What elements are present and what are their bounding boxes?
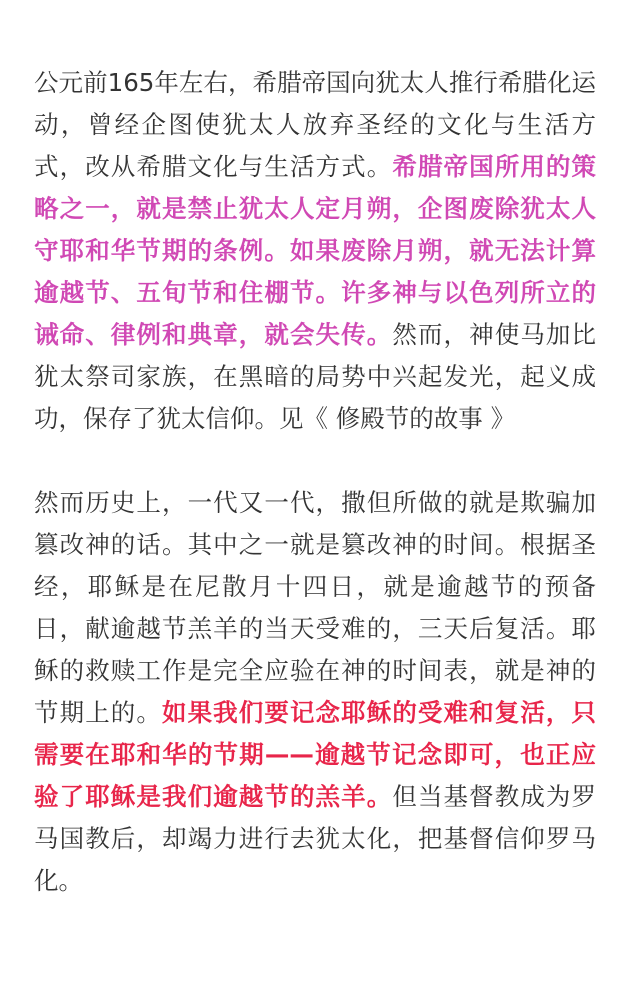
paragraph-text: 然而，神使马加比犹太祭司家族，在黑暗的局势中兴起发光，起义成功，保存了犹太信仰。见《 修殿节的故事 》: [34, 320, 597, 433]
paragraph-text: 公元前165年左右，希腊帝国向犹太人推行希腊化运动，曾经企图使犹太人放弃圣经的文化与生活方式，改从希腊文化与生活方式。: [34, 68, 596, 181]
paragraph-text: 然而历史上，一代又一代，撒但所做的就是欺骗加篡改神的话。其中之一就是篡改神的时间。根据圣经，耶稣是在尼散月十四日，就是逾越节的预备日，献逾越节羔羊的当天受难的，三天后复活。耶稣的救赎工作是完全应验在神的时间表，就是神的节期上的。: [34, 488, 596, 727]
article-body: [34, 62, 596, 902]
paragraph-hellenization: [34, 62, 596, 440]
highlighted-text-red: 如果我们要记念耶稣的受难和复活，只需要在耶和华的节期——逾越节记念即可，也正应验了耶稣是我们逾越节的羔羊。: [34, 698, 597, 811]
paragraph-passover: [34, 482, 596, 902]
paragraph-text: 但当基督教成为罗马国教后，却竭力进行去犹太化，把基督信仰罗马化。: [34, 782, 597, 895]
highlighted-text-purple: 希腊帝国所用的策略之一，就是禁止犹太人定月朔，企图废除犹太人守耶和华节期的条例。如果废除月朔，就无法计算逾越节、五旬节和住棚节。许多神与以色列所立的诫命、律例和典章，就会失传。: [34, 152, 597, 349]
